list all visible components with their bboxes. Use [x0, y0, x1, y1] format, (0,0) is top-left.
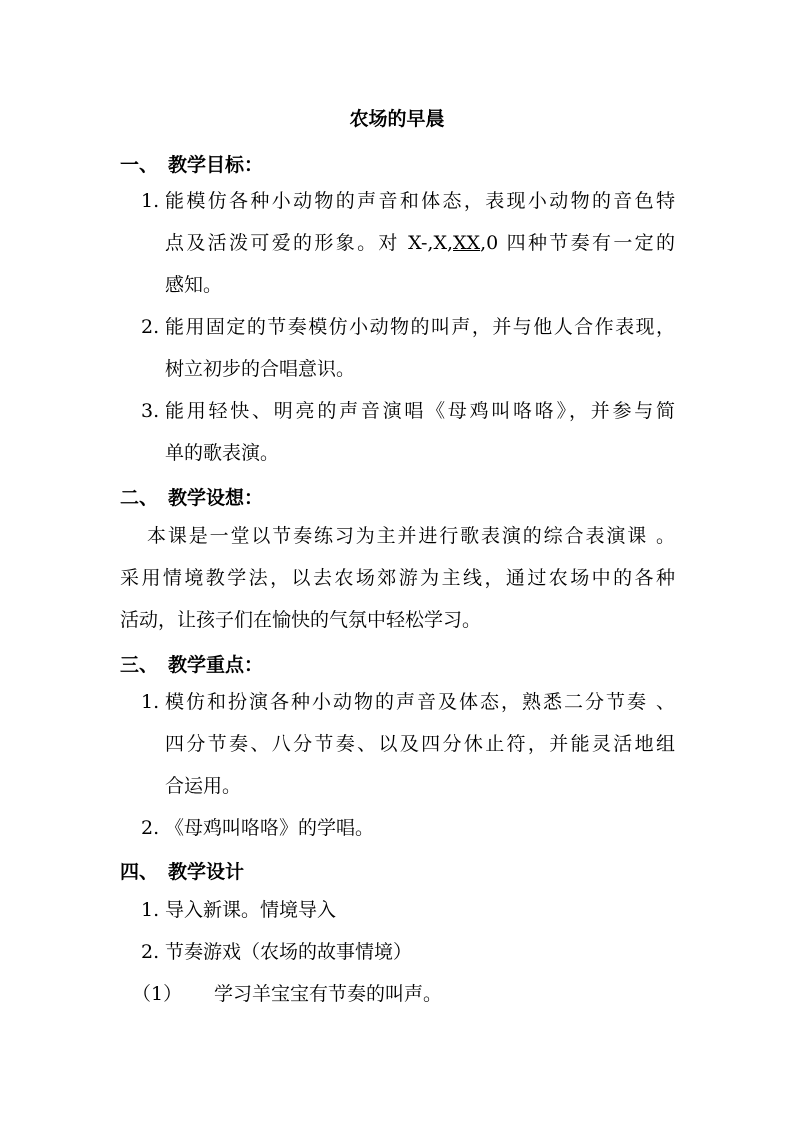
- section-number: 四、: [120, 861, 159, 883]
- paragraph-line: 采用情境教学法，以去农场郊游为主线，通过农场中的各种: [120, 567, 675, 589]
- paragraph-line: 活动，让孩子们在愉快的气氛中轻松学习。: [120, 609, 482, 631]
- section-heading-1: [120, 150, 263, 177]
- section-heading-4: [120, 857, 244, 884]
- paragraph-line: 本课是一堂以节奏练习为主并进行歌表演的综合表演课 。: [147, 525, 675, 547]
- underlined-rhythm: XX: [453, 232, 481, 254]
- document-title: 农场的早晨: [349, 108, 445, 130]
- section-title: 教学重点：: [168, 654, 264, 676]
- item-line: 导入新课。情境导入: [165, 899, 337, 921]
- item-line: 四分节奏、八分节奏、以及四分休止符，并能灵活地组: [165, 733, 675, 755]
- item-line: 《母鸡叫咯咯》的学唱。: [165, 817, 375, 839]
- item-number: 2.: [141, 817, 160, 839]
- item-line: 单的歌表演。: [165, 442, 280, 464]
- section-number: 一、: [120, 154, 159, 176]
- subitem-number: （1）: [132, 983, 183, 1005]
- item-number: 2.: [141, 316, 160, 338]
- item-line: 能用固定的节奏模仿小动物的叫声，并与他人合作表现，: [165, 316, 675, 338]
- item-number: 1.: [141, 190, 160, 212]
- item-line: 合运用。: [165, 775, 242, 797]
- section-heading-3: [120, 650, 263, 677]
- item-line: 感知。: [165, 274, 223, 296]
- section-number: 三、: [120, 654, 159, 676]
- item-line: 树立初步的合唱意识。: [165, 358, 356, 380]
- item-number: 1.: [141, 899, 160, 921]
- item-number: 2.: [141, 941, 160, 963]
- item-number: 1.: [141, 691, 160, 713]
- section-title: 教学设想：: [168, 487, 264, 509]
- section-title: 教学目标：: [168, 154, 264, 176]
- item-line: 节奏游戏（农场的故事情境）: [165, 941, 413, 963]
- item-line: 能用轻快、明亮的声音演唱《母鸡叫咯咯》，并参与简: [165, 400, 675, 422]
- section-title: 教学设计: [168, 861, 245, 883]
- item-line: 模仿和扮演各种小动物的声音及体态，熟悉二分节奏 、: [165, 691, 675, 713]
- section-number: 二、: [120, 487, 159, 509]
- section-heading-2: [120, 483, 263, 510]
- item-number: 3.: [141, 400, 160, 422]
- item-line: 点及活泼可爱的形象。对 X-,X,XX,0 四种节奏有一定的: [165, 232, 675, 254]
- item-line: 能模仿各种小动物的声音和体态，表现小动物的音色特: [165, 190, 675, 212]
- subitem-text: 学习羊宝宝有节奏的叫声。: [214, 983, 443, 1005]
